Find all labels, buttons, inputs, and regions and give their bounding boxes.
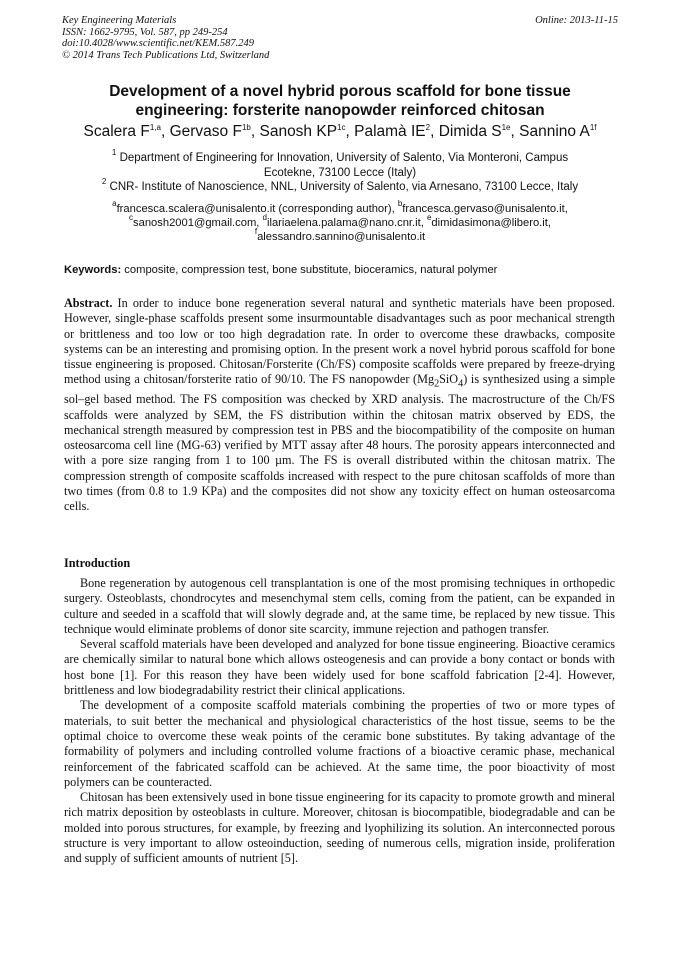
online-date: Online: 2013-11-15 [535,15,618,26]
copyright-line: © 2014 Trans Tech Publications Ltd, Switzerland [62,49,270,61]
introduction-body [64,576,615,867]
doi-line: doi:10.4028/www.scientific.net/KEM.587.249 [62,38,254,49]
issn-line: ISSN: 1662-9795, Vol. 587, pp 249-254 [62,26,228,38]
author: Sannino $A^{1f}$ [519,123,597,140]
paper-title [70,82,610,120]
keywords [64,263,616,277]
paragraph: Several scaffold materials have been developed and analyzed for bone tissue engineering. Bioactive ceramics are chemically similar to natural bone which allows osteogenesis and can provide a bony contact or bonds with host bone [1]. For this reason they have been widely used for bone scaffold fabrication [2-4]. However, brittleness and low biodegradability restrict their clinical applications. [64,637,615,698]
keywords-text: composite, compression test, bone substitute, bioceramics, natural polymer [121,264,498,276]
author: Palamà $IE^2$, [354,123,439,140]
paragraph: Chitosan has been extensively used in bone tissue engineering for its capacity to promote growth and mineral rich matrix deposition by osteoblasts in culture. Moreover, chitosan is biocompatible, biodegradable and can be molded into porous structures, for example, by freezing and lyophilizing its solution. An interconnected porous structure is very important to allow osteoinduction, seeding of numerous cells, migration inside, proliferation and supply of sufficient amounts of nutrient [5]. [64,790,615,866]
author: Gervaso $F^{1b}$, [169,123,260,140]
abstract: Abstract. In order to induce bone regeneration several natural and synthetic materials have been proposed. However, single-phase scaffolds present some insurmountable disadvantages such as poor mechanical strength or brittleness and too low or too high degradation rate. In order to overcome these drawbacks, composite systems can be an interesting and promising option. In the present work a novel hybrid porous scaffold for bone tissue engineering is proposed. Chitosan/Forsterite (Ch/FS) composite scaffolds were prepared by freeze-drying method using a chitosan/forsterite ratio of 90/10. The FS nanopowder $(Mg_2SiO_4)$ is synthesized using a simple sol–gel based method. The FS composition was checked by XRD analysis. The macrostructure of the Ch/FS scaffolds were analyzed by SEM, the FS distribution within the chitosan matrix observed by EDS, the mechanical strength measured by compression test in PBS and the biocompatibility of the composite on human osteosarcoma cell line (MG-63) verified by MTT assay after 48 hours. The porosity appears interconnected and with a pore size ranging from 1 to 100 µm. The FS is overall distributed within the chitosan matrix. The compression strength of composite scaffolds increased with respect to the pure chitosan scaffolds of more than two times (from 0.8 to 1.9 KPa) and the composites did not show any toxicity effect on human osteosarcoma cells. [64,296,615,514]
author-emails: $^a$francesca.scalera@unisalento.it (corresponding author), $^b$francesca.gervaso@unisalento.it, $^c$sanosh2001@gmail.com, $^d$ilariaelena.palama@nano.cnr.it, $^e$dimidasimona@libero.it, $^f$alessandro.sannino@unisalento.it [112,199,568,243]
abstract-label: Abstract. [64,296,113,310]
title-line-2: engineering: forsterite nanopowder reinforced chitosan [135,102,545,119]
author: Sanosh $KP^{1c}$, [259,123,355,140]
affiliation-2: $^2$ CNR- Institute of Nanoscience, NNL, University of Salento, via Arnesano, 73100 Lecce, Italy [101,177,579,193]
affiliation-1: $^1$ Department of Engineering for Innovation, University of Salento, Via Monteroni, Campus Ecotekne, 73100 Lecce (Italy) [111,148,569,179]
journal-header [62,15,618,61]
author: Scalera F$^{1,a}$, [83,123,170,140]
paragraph: Bone regeneration by autogenous cell transplantation is one of the most promising techniques in orthopedic surgery. Osteoblasts, chondrocytes and mesenchymal stem cells, coming from the patient, can be expanded in culture and seeded in a scaffold that will slowly degrade and, at the same time, be replaced by new tissue. This technique would eliminate problems of donor site scarcity, immune rejection and pathogen transfer. [64,576,615,636]
author-list [50,122,630,142]
keywords-label: Keywords: [64,264,122,276]
journal-name: Key Engineering Materials [62,15,177,26]
paragraph: The development of a composite scaffold materials combining the properties of two or more types of materials, to suit better the mechanical and physiological characteristics of the host tissue, seems to be the optimal choice to overcome these weak points of the ceramic bone substitutes. By taking advantage of the formability of polymers and including controlled volume fractions of a bioactive ceramic phase, mechanical reinforcement of the fabricated scaffold can be achieved. At the same time, the poor bioactivity of most polymers can be counteracted. [64,698,615,789]
title-line-1: Development of a novel hybrid porous scaffold for bone tissue [109,83,571,100]
author: Dimida $S^{1e}$, [438,123,520,140]
introduction-heading: Introduction [64,556,131,570]
